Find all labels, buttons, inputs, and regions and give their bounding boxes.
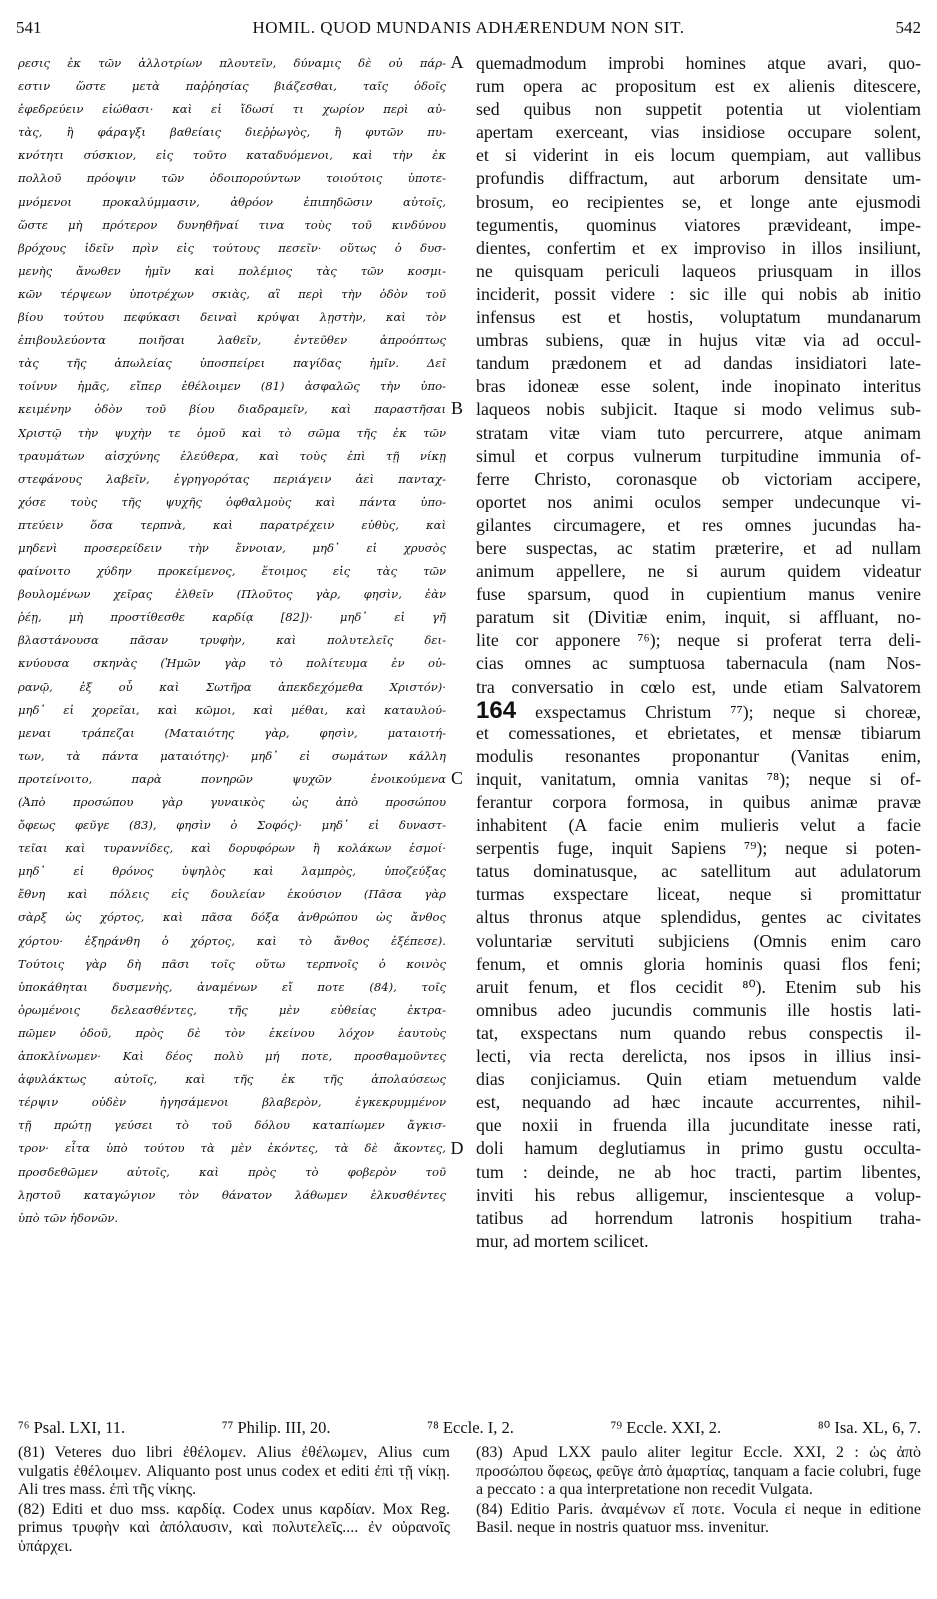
greek-line: ἐφεδρεύειν εἰώθασι· καὶ εἰ ἴδωσί τι χωρίον περὶ αὐ-	[18, 102, 446, 117]
greek-line: χόσε τοὺς τῆς ψυχῆς ὀφθαλμοὺς καὶ πάντα ὑπο-	[18, 494, 446, 509]
greek-line: ὑποκάθηται δυσμενὴς, ἀναμένων εἴ ποτε (84), τοῖς	[18, 979, 446, 994]
latin-line: tat, exspectans num quando rebus conspectis il-	[476, 1022, 921, 1043]
latin-line: paratum sit (Divitiæ enim, inquit, si affluant, no-	[476, 607, 921, 628]
greek-line: μηδ᾽ εἰ θρόνος ὑψηλὸς καὶ λαμπρὸς, ὑποζεύξας	[18, 864, 446, 879]
greek-line: ὑπὸ τῶν ἡδονῶν.	[18, 1210, 119, 1225]
footnote: (84) Editio Paris. ἀναμένων εἴ ποτε. Vocula εἰ neque in editione Basil. neque in nostris quatuor mss. invenitur.	[476, 1500, 921, 1536]
latin-line: voluntariæ servituti subjiciens (Omnis enim caro	[476, 930, 921, 951]
scripture-ref: ⁷⁶ Psal. LXI, 11.	[18, 1418, 126, 1437]
greek-line: λῃστοῦ καταγώγιον τὸν θάνατον λάθωμεν ἑλκυσθέντες	[18, 1187, 446, 1202]
latin-line: fenum, et omnis gloria hominis quasi flos feni;	[476, 953, 921, 974]
latin-line: oportet nos animi oculos semper undecunque vi-	[476, 491, 921, 512]
latin-line: lite cor apponere ⁷⁶); neque si proferat terra deli-	[476, 630, 921, 651]
latin-line: inviti his rebus alligemur, inscientesque a volup-	[476, 1184, 921, 1205]
column-number: 164	[476, 698, 517, 722]
greek-line: βίου τούτου πεφύκασι δειναὶ κρύψαι λῃστὴν, καὶ τὸν	[18, 310, 446, 325]
greek-line: τὰς τῆς ἀπωλείας ὑποσπείρει παγίδας ἡμῖν. Δεῖ	[18, 356, 446, 371]
latin-line: brosum, eo recipientes se, et longe ante ejusmodi	[476, 191, 921, 212]
greek-line: ἔθνη καὶ πόλεις εἰς δουλείαν ἑκούσιον (Πᾶσα γὰρ	[18, 887, 446, 902]
greek-line: βλαστάνουσα πᾶσαν τρυφὴν, καὶ πολυτελεῖς δει-	[18, 633, 446, 648]
margin-mark-b: B	[450, 398, 463, 418]
latin-line: simul et corpus vulnerum turpitudine immunia of-	[476, 445, 921, 466]
latin-line: tra conversatio in cœlo est, unde etiam Salvatorem	[476, 676, 921, 697]
latin-line: inquit, vanitatum, omnia vanitas ⁷⁸); neque si of-	[476, 768, 921, 789]
greek-line: προτείνοιτο, παρὰ πονηρῶν ψυχῶν ἐνοικούμενα	[18, 771, 446, 786]
latin-line: serpentis fuge, inquit Sapiens ⁷⁹); neque si poten-	[476, 838, 921, 859]
latin-line: infensus est et hostis, voluptatum mundanarum	[476, 307, 921, 328]
greek-line: τεῖαι καὶ τυραννίδες, καὶ δορυφόρων ἢ κολάκων ἑσμοί·	[18, 841, 446, 856]
latin-line: dias conjiciamus. Quin etiam metuendum valde	[476, 1069, 921, 1090]
latin-line: ferantur corpora formosa, in quibus animæ pravæ	[476, 792, 921, 812]
greek-line: σὰρξ ὡς χόρτος, καὶ πᾶσα δόξα ἀνθρώπου ὡς ἄνθος	[18, 910, 446, 925]
latin-line: altus thronus atque splendidus, gentes ac civitates	[476, 907, 921, 928]
greek-line: μηδ᾽ εἰ χορεῖαι, καὶ κῶμοι, καὶ μέθαι, καὶ καταυλού-	[18, 702, 446, 717]
greek-line: μηδενὶ προσερείδειν τὴν ἔννοιαν, μηδ᾽ εἰ χρυσὸς	[18, 540, 446, 555]
scripture-references	[18, 1418, 921, 1440]
latin-line: fuse sparsum, quod in cupientium manus venire	[476, 584, 921, 605]
greek-line: βουλομένων χεῖρας ἐλθεῖν (Πλοῦτος γὰρ, φησὶν, ἐὰν	[18, 587, 446, 602]
latin-line: stratam vitæ viam tuto percurrere, atque animam	[476, 422, 921, 443]
latin-text-column	[476, 52, 921, 1253]
footnotes-left	[18, 1444, 450, 1557]
greek-line: τρον· εἶτα ὑπὸ τούτου τὰ μὲν ἑκόντες, τὰ δὲ ἄκοντες,	[18, 1141, 446, 1156]
latin-line: tatibus ad horrendum latronis hospitium traha-	[476, 1207, 921, 1228]
latin-line: tandum prædonem et ad dandas insidiatori late-	[476, 353, 921, 374]
latin-line: omnibus adeo jucundis communis ille hostis lati-	[476, 999, 921, 1020]
latin-line: rum opera ac propositum est ex alienis ditescere,	[476, 76, 921, 97]
greek-line: μεναι τράπεζαι (Ματαιότης γὰρ, φησὶν, ματαιοτή-	[18, 725, 446, 740]
greek-line: τὰς, ἢ φάραγξι βαθείαις διεῤῥωγὸς, ἢ φυτῶν πυ-	[18, 125, 446, 140]
footnotes-right	[476, 1444, 921, 1539]
page-number-right: 542	[895, 18, 921, 37]
greek-line: ἀποκλίνωμεν· Καὶ δέος πολὺ μή ποτε, προσθαμοῦντες	[18, 1049, 446, 1064]
latin-line: profundis diffractum, aut arborum densitate um-	[476, 168, 921, 189]
footnote: (83) Apud LXX paulo aliter legitur Eccle. XXI, 2 : ὡς ἀπὸ προσώπου ὄφεως, φεῦγε ἀπὸ ἁμαρτίας, tanquam a facie colubri, fuge a peccato : a qua interpretatione non recedit Vulgata.	[476, 1444, 921, 1498]
latin-line: sed quibus non suppetit potentia ut violentiam	[476, 99, 921, 120]
scripture-ref: ⁷⁸ Eccle. I, 2.	[427, 1418, 514, 1437]
greek-line: τέρψιν οὐδὲν ἡγησάμενοι βλαβερὸν, ἐγκεκρυμμένον	[18, 1095, 446, 1110]
latin-line: doli hamum deglutiamus in primo gustu occulta-	[476, 1138, 921, 1159]
greek-line: ρανῷ, ἐξ οὗ καὶ Σωτῆρα ἀπεκδεχόμεθα Χριστόν)·	[18, 679, 446, 694]
greek-line: Τούτοις γὰρ δὴ πᾶσι τοῖς οὕτω τερπνοῖς ὁ κοινὸς	[18, 956, 446, 971]
latin-line: dientes, confertim et ex improviso in illos insiliunt,	[476, 237, 921, 258]
latin-line: inciderit, possit videre : sic ille qui nobis ab initio	[476, 283, 921, 304]
latin-line: laqueos nobis subjicit. Itaque si modo velimus sub-	[476, 399, 921, 420]
latin-line: ferre Christo, coronasque ob victoriam accipere,	[476, 468, 921, 489]
greek-line: μνόμενοι προκαλύμμασιν, ἀθρόον ἐπιπηδῶσιν αὐτοῖς,	[18, 194, 446, 209]
scripture-ref: ⁷⁷ Philip. III, 20.	[221, 1418, 331, 1437]
latin-line: est, nequando ad hæc incaute accurrentes, nihil-	[476, 1092, 921, 1113]
latin-line: quemadmodum improbi homines atque avari, quo-	[476, 53, 921, 73]
greek-text-column	[18, 52, 446, 1230]
greek-line: εστιν ὥστε μετὰ παῤῥησίας βιάζεσθαι, ταῖς ὁδοῖς	[18, 79, 446, 94]
greek-line: τραυμάτων αἰσχύνης ἐλεύθερα, καὶ τοὺς ἐπὶ τῇ νίκῃ	[18, 448, 446, 463]
latin-line: tegumentis, quominus viatores prævideant, impe-	[476, 214, 921, 235]
greek-line: Χριστῷ τὴν ψυχὴν τε ὁμοῦ καὶ τὸ σῶμα τῆς ἐκ τῶν	[18, 425, 446, 440]
footnote: (81) Veteres duo libri ἐθέλομεν. Alius ἐθέλωμεν, Alius cum vulgatis ἐθέλοιμεν. Aliquanto post unus codex et editi ἐπὶ τῇ νίκῃ. Ali tres mass. ἐπὶ τῆς νίκης.	[18, 1444, 450, 1498]
greek-line: κειμένην ὁδὸν τοῦ βίου διαδραμεῖν, καὶ παραστῆσαι	[18, 402, 446, 417]
greek-line: προσδεθῶμεν αὐτοῖς, καὶ πρὸς τὸ φοβερὸν τοῦ	[18, 1164, 446, 1179]
running-header	[16, 18, 921, 48]
latin-line: modulis resonantes proponantur (Vanitas enim,	[476, 745, 921, 766]
greek-line: ὥστε μὴ πρότερον δυνηθῆναί τινα τοὺς τοῦ κινδύνου	[18, 217, 446, 232]
scripture-ref: ⁷⁹ Eccle. XXI, 2.	[610, 1418, 722, 1437]
greek-line: των, τὰ πάντα ματαιότης)· μηδ᾽ εἰ σωμάτων κάλλη	[18, 748, 446, 763]
latin-line: tatus dominatusque, ac satellitum aut adulatorum	[476, 861, 921, 882]
greek-line: τῇ πρώτῃ γεύσει τὸ τοῦ δόλου καταπίωμεν ἄγκισ-	[18, 1118, 446, 1133]
greek-line: ἀφυλάκτως αὐτοῖς, καὶ τῆς ἐκ τῆς ἀπολαύσεως	[18, 1072, 446, 1087]
latin-line: et si viderint in eis locum quempiam, aut vallibus	[476, 145, 921, 166]
latin-line: gilantes circumagere, et res omnes jucundas ha-	[476, 514, 921, 535]
footnote: (82) Editi et duo mss. καρδίᾳ. Codex unus καρδίαν. Mox Reg. primus τρυφὴν καὶ ἀπόλαυσιν, καὶ πολυτελεῖς.... ἐν οὐρανοῖς ὑπάρχει.	[18, 1500, 450, 1555]
running-title: HOMIL. QUOD MUNDANIS ADHÆRENDUM NON SIT.	[252, 18, 685, 37]
latin-line	[476, 699, 921, 722]
margin-mark-d: D	[450, 1138, 464, 1158]
greek-line: στεφάνους λαβεῖν, ἐγρηγορότας περιάγειν ἀεὶ πανταχ-	[18, 471, 446, 486]
greek-line: ὄφεως φεῦγε (83), φησὶν ὁ Σοφός)· μηδ᾽ εἰ δυναστ-	[18, 818, 446, 833]
latin-line: umbras subiens, quæ in hujus vitæ via ad occul-	[476, 330, 921, 351]
greek-line: πτεύειν ὅσα τερπνὰ, καὶ παρατρέχειν εὐθὺς, καὶ	[18, 517, 446, 532]
latin-line: aruit fenum, et flos cecidit ⁸⁰). Etenim sub his	[476, 976, 921, 997]
greek-line: κνότητι σύσκιον, εἰς τοῦτο καταδυόμενοι, καὶ τὴν ἐκ	[18, 148, 446, 163]
greek-line: βρόχους ἰδεῖν πρὶν εἰς τούτους πεσεῖν· οὕτως ὁ δυσ-	[18, 240, 446, 255]
margin-mark-c: C	[450, 768, 463, 788]
latin-line: mur, ad mortem scilicet.	[476, 1230, 649, 1251]
latin-line: que noxii in fruenda illa jucunditate inesse rati,	[476, 1115, 921, 1136]
latin-line: inhabitent (A facie enim mulieris velut a facie	[476, 815, 921, 836]
latin-line: animum appellere, ne si aurum quidem videatur	[476, 561, 921, 582]
latin-line: turmas exspectare liceat, neque si promittatur	[476, 884, 921, 905]
scripture-ref: ⁸⁰ Isa. XL, 6, 7.	[817, 1418, 921, 1437]
greek-line: ἐπιβουλεύοντα ποιῆσαι λαθεῖν, ἐντεῦθεν ἀπροόπτως	[18, 333, 446, 348]
greek-line: κνύουσα σκηνὰς (Ἡμῶν γὰρ τὸ πολίτευμα ἐν οὐ-	[18, 656, 446, 671]
greek-line: τοίνυν ἡμᾶς, εἴπερ ἐθέλοιμεν (81) ἀσφαλῶς τὴν ὑπο-	[18, 379, 446, 394]
margin-mark-a: A	[450, 52, 464, 72]
greek-line: (Ἀπὸ προσώπου γὰρ γυναικὸς ὡς ἀπὸ προσώπου	[18, 795, 446, 809]
latin-line: et comessationes, et ebrietates, et mensæ tibiarum	[476, 722, 921, 743]
greek-line: κῶν τέρψεων ὑποτρέχων σκιὰς, αἳ περὶ τὴν ὁδὸν τοῦ	[18, 286, 446, 301]
greek-line: πολλοῦ πρόοψιν τῶν ὁδοιπορούντων τοιούτοις ὑποτε-	[18, 171, 446, 186]
latin-line: bere suspectas, ac statim præterire, et ad nullam	[476, 537, 921, 558]
latin-line: lecti, via recta derelicta, nos ipsos in illius insi-	[476, 1046, 921, 1067]
latin-line-text: exspectamus Christum ⁷⁷); neque si choreæ,	[535, 701, 921, 722]
latin-line: bras idoneæ esse solent, inde inopinato interitus	[476, 376, 921, 397]
greek-line: ὁρωμένοις δελεασθέντες, τῆς μὲν εὐθείας ἐκτρα-	[18, 1002, 446, 1017]
greek-line: πῶμεν ὁδοῦ, πρὸς δὲ τὸν ἐκείνου λόχον ἑαυτοὺς	[18, 1025, 446, 1040]
page-number-left: 541	[16, 18, 42, 37]
latin-line: ne quisquam periculi laqueos priusquam in illos	[476, 260, 921, 281]
latin-line: cias omnes ac sumptuosa tabernacula (nam Nos-	[476, 653, 921, 674]
greek-line: μενὴς ἄνωθεν ἡμῖν καὶ πολέμιος τὰς τῶν κοσμι-	[18, 263, 446, 278]
latin-line: tum : deinde, ne ab hoc tracti, partim libentes,	[476, 1161, 921, 1182]
greek-line: φαίνοιτο χύδην προκείμενος, ἕτοιμος εἰς τὰς τῶν	[18, 564, 446, 579]
greek-line: ρεσις ἐκ τῶν ἀλλοτρίων πλουτεῖν, δύναμις δὲ οὐ πάρ-	[18, 56, 446, 70]
greek-line: ῥέῃ, μὴ προστίθεσθε καρδίᾳ [82])· μηδ᾽ εἰ γῆ	[18, 610, 446, 625]
latin-line: apertam exerceant, vias insidiose occupare solent,	[476, 122, 921, 143]
greek-line: χόρτου· ἐξηράνθη ὁ χόρτος, καὶ τὸ ἄνθος ἐξέπεσε).	[18, 933, 446, 948]
